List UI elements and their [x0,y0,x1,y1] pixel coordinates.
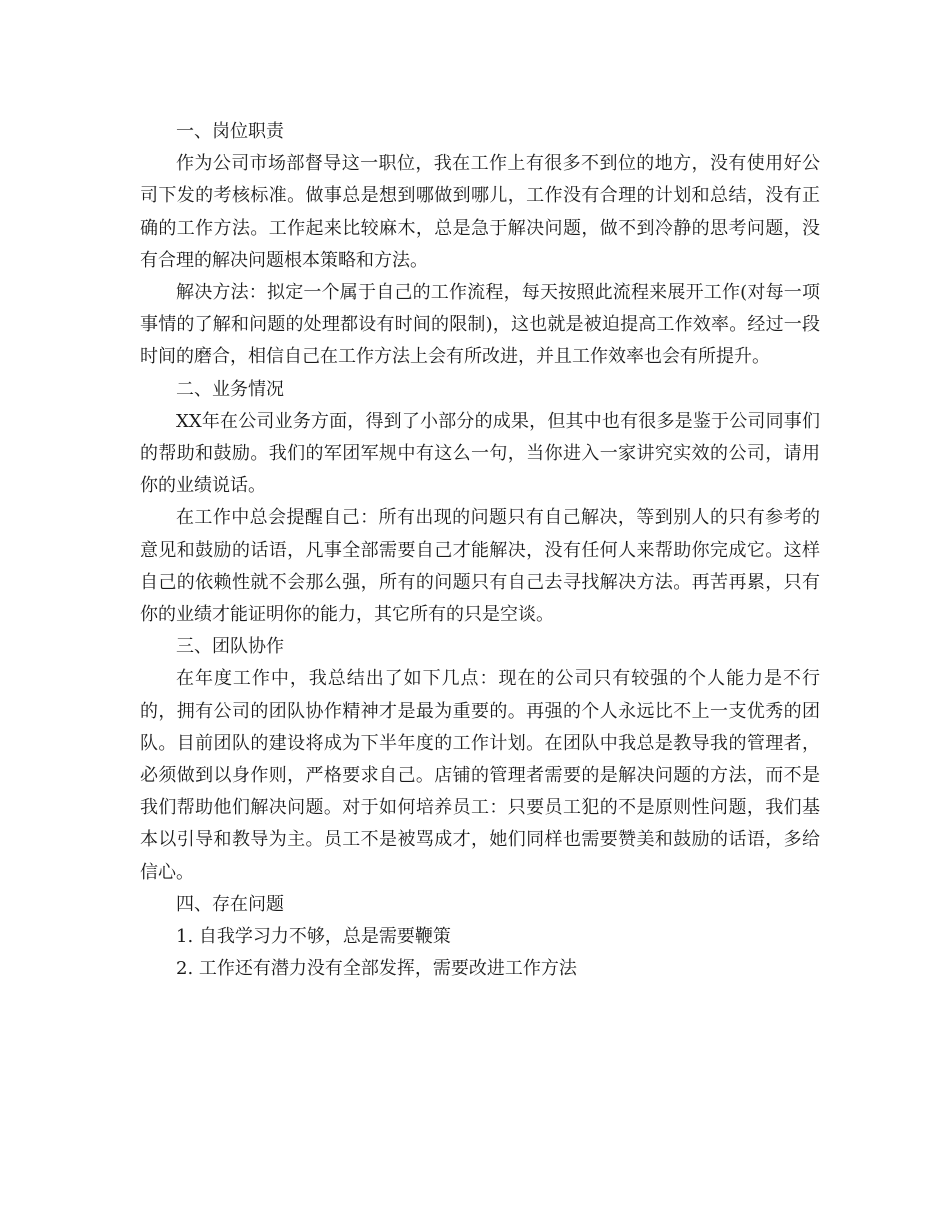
list-item-problem-1: 1. 自我学习力不够，总是需要鞭策 [176,926,451,948]
paragraph-self-reliance: 在工作中总会提醒自己：所有出现的问题只有自己解决，等到别人的只有参考的意见和鼓励的话语，凡事全部需要自己才能解决，没有任何人来帮助你完成它。这样自己的依赖性就不会那么强，所有的问题只有自己去寻找解决方法。再苦再累，只有你的业绩才能证明你的能力，其它所有的只是空谈。 [140,507,820,626]
paragraph-business-results: XX年在公司业务方面，得到了小部分的成果，但其中也有很多是鉴于公司同事们的帮助和鼓励。我们的军团军规中有这么一句，当你进入一家讲究实效的公司，请用你的业绩说话。 [140,410,820,497]
document-body [140,116,820,985]
paragraph-job-duties-description: 作为公司市场部督导这一职位，我在工作上有很多不到位的地方，没有使用好公司下发的考核标准。做事总是想到哪做到哪儿，工作没有合理的计划和总结，没有正确的工作方法。工作起来比较麻木，总是急于解决问题，做不到冷静的思考问题，没有合理的解决问题根本策略和方法。 [140,153,820,271]
section-heading-existing-problems: 四、存在问题 [176,893,284,915]
section-heading-teamwork: 三、团队协作 [176,636,284,658]
paragraph-teamwork-summary: 在年度工作中，我总结出了如下几点：现在的公司只有较强的个人能力是不行的，拥有公司的团队协作精神才是最为重要的。再强的个人永远比不上一支优秀的团队。目前团队的建设将成为下半年度的工作计划。在团队中我总是教导我的管理者，必须做到以身作则，严格要求自己。店铺的管理者需要的是解决问题的方法，而不是我们帮助他们解决问题。对于如何培养员工：只要员工犯的不是原则性问题，我们基本以引导和教导为主。员工不是被骂成才，她们同样也需要赞美和鼓励的话语，多给信心。 [140,668,820,883]
paragraph-job-duties-solution: 解决方法：拟定一个属于自己的工作流程，每天按照此流程来展开工作(对每一项事情的了解和问题的处理都设有时间的限制)，这也就是被迫提高工作效率。经过一段时间的磨合，相信自己在工作方法上会有所改进，并且工作效率也会有所提升。 [140,282,820,368]
list-item-problem-2: 2. 工作还有潜力没有全部发挥，需要改进工作方法 [176,958,577,980]
section-heading-business-status: 二、业务情况 [176,378,284,400]
section-heading-job-duties: 一、岗位职责 [176,121,284,142]
